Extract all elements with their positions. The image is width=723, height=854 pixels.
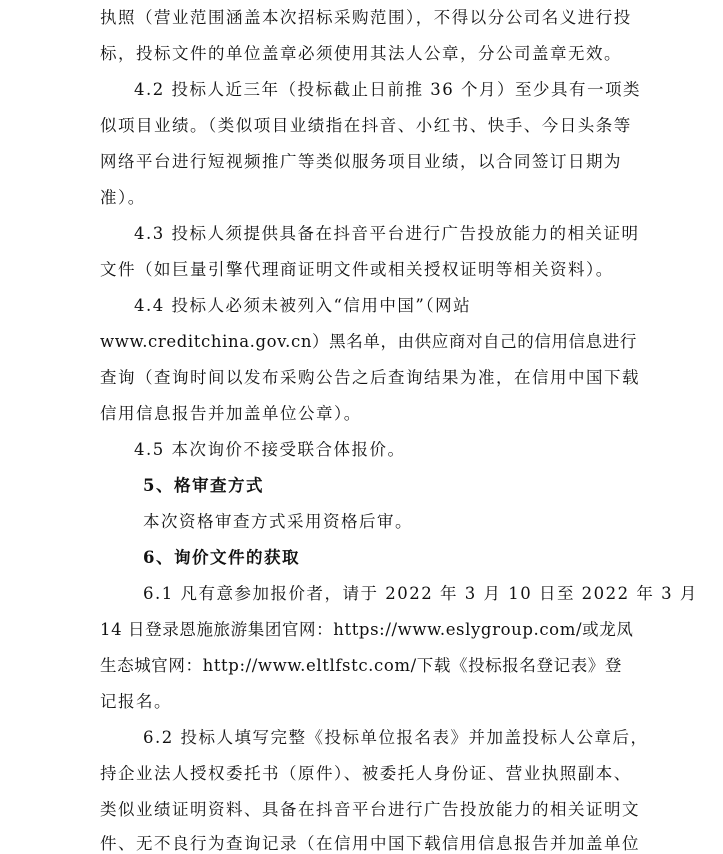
text-line: 似项目业绩。（类似项目业绩指在抖音、小红书、快手、今日头条等 <box>100 116 632 135</box>
text-line: 6.2 投标人填写完整《投标单位报名表》并加盖投标人公章后， <box>143 728 649 747</box>
text-line: 持企业法人授权委托书（原件）、被委托人身份证、营业执照副本、 <box>100 764 632 783</box>
text-line: 信用信息报告并加盖单位公章）。 <box>100 404 362 423</box>
text-line: 4.5 本次询价不接受联合体报价。 <box>134 440 406 459</box>
section-heading: 5、格审查方式 <box>143 476 264 495</box>
text-line: 生态城官网：http://www.eltlfstc.com/下载《投标报名登记表》登 <box>100 656 623 675</box>
text-line: 网络平台进行短视频推广等类似服务项目业绩，以合同签订日期为 <box>100 152 622 171</box>
text-line: 6.1 凡有意参加报价者，请于 2022 年 3 月 10 日至 2022 年 3 月 <box>143 584 698 603</box>
text-line: 记报名。 <box>100 692 172 711</box>
text-line: 查询（查询时间以发布采购公告之后查询结果为准，在信用中国下载 <box>100 368 640 387</box>
text-line: www.creditchina.gov.cn）黑名单，由供应商对自己的信用信息进行 <box>100 332 637 351</box>
text-line: 标，投标文件的单位盖章必须使用其法人公章，分公司盖章无效。 <box>100 44 622 63</box>
text-line: 执照（营业范围涵盖本次招标采购范围），不得以分公司名义进行投 <box>100 8 632 27</box>
text-line: 4.2 投标人近三年（投标截止日前推 36 个月）至少具有一项类 <box>134 80 641 99</box>
text-line: 4.4 投标人必须未被列入“信用中国”（网站 <box>134 296 472 315</box>
text-line: 文件（如巨量引擎代理商证明文件或相关授权证明等相关资料）。 <box>100 260 614 279</box>
text-line: 类似业绩证明资料、具备在抖音平台进行广告投放能力的相关证明文 <box>100 800 640 819</box>
text-line: 准）。 <box>100 188 146 207</box>
text-line: 4.3 投标人须提供具备在抖音平台进行广告投放能力的相关证明 <box>134 224 640 243</box>
text-line: 本次资格审查方式采用资格后审。 <box>143 512 413 531</box>
text-line: 14 日登录恩施旅游集团官网：https://www.eslygroup.com/或龙凤 <box>100 620 634 639</box>
text-line: 件、无不良行为查询记录（在信用中国下载信用信息报告并加盖单位 <box>100 834 640 853</box>
section-heading: 6、询价文件的获取 <box>143 548 300 567</box>
